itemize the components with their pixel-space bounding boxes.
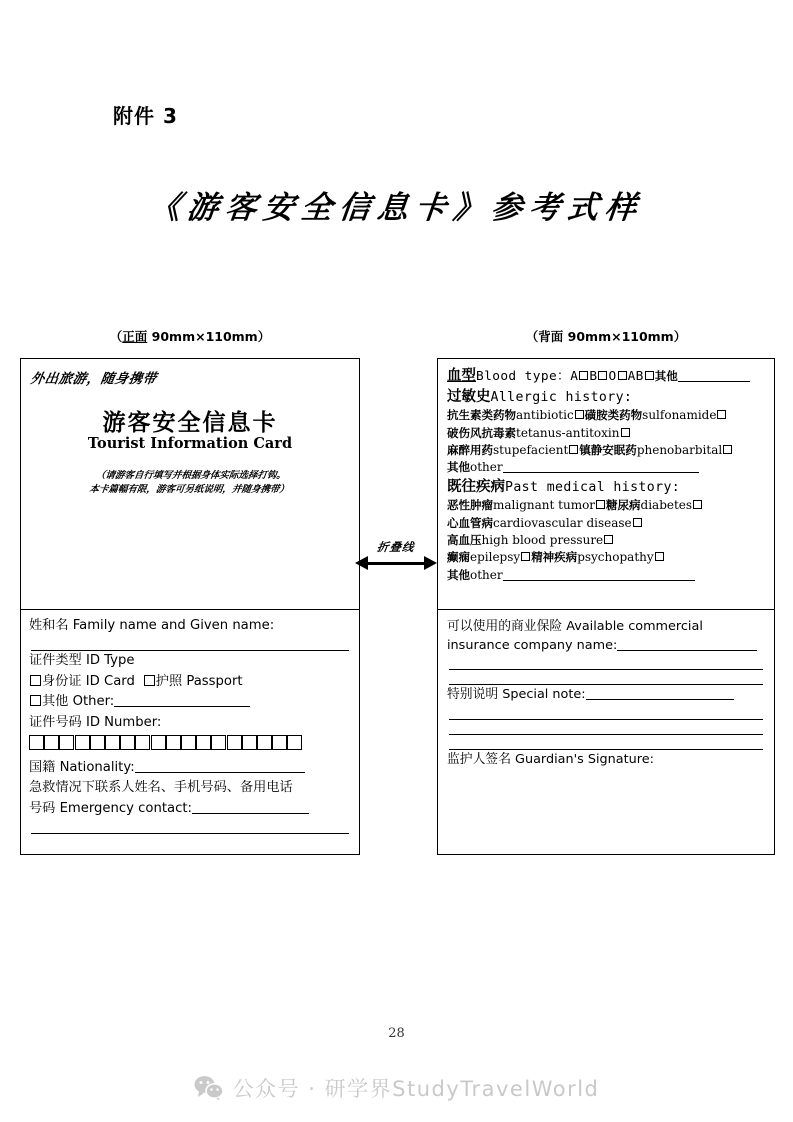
caption-prefix: （ <box>525 329 539 344</box>
disease-other-input[interactable] <box>503 568 695 581</box>
page-title: 《游客安全信息卡》参考式样 <box>147 190 646 226</box>
disease-other-label-cn: 其他 <box>447 567 470 582</box>
checkbox-id-card[interactable] <box>30 675 41 686</box>
front-card-caption <box>20 327 360 345</box>
diabetes-label-cn: 糖尿病 <box>606 498 641 513</box>
checkbox-sulfonamide[interactable] <box>717 410 726 419</box>
checkbox-epilepsy[interactable] <box>521 552 530 561</box>
id-number-box[interactable] <box>257 735 272 750</box>
stupefacient-label-en: stupefacient <box>493 442 569 457</box>
fold-double-arrow-icon <box>355 555 437 571</box>
checkbox-other-id-type[interactable] <box>30 695 41 706</box>
nationality-row <box>29 758 351 778</box>
disease-other-row <box>447 567 766 584</box>
allergy-row-2 <box>447 425 766 442</box>
blood-type-options[interactable] <box>570 369 655 383</box>
page-number: 28 <box>388 1026 405 1041</box>
id-number-box[interactable] <box>120 735 135 750</box>
allergy-other-label-cn: 其他 <box>447 460 470 475</box>
disease-row-3 <box>447 532 766 549</box>
disease-row-2 <box>447 515 766 532</box>
antibiotic-label-cn: 抗生素类药物 <box>447 408 516 423</box>
emergency-contact-label-line-1: 急救情况下联系人姓名、手机号码、备用电话 <box>29 780 293 796</box>
id-number-box[interactable] <box>59 735 74 750</box>
id-number-box[interactable] <box>44 735 59 750</box>
checkbox-tetanus-antitoxin[interactable] <box>621 428 630 437</box>
blood-type-row <box>447 366 766 387</box>
disease-row-1 <box>447 497 766 514</box>
fold-line-marker <box>355 538 437 571</box>
blood-type-other-label: 其他 <box>654 369 678 383</box>
other-id-type-input[interactable] <box>114 694 250 707</box>
name-field-label: 姓和名 Family name and Given name: <box>29 618 275 633</box>
name-field-input[interactable] <box>31 636 349 651</box>
id-number-label: 证件号码 ID Number: <box>29 714 162 730</box>
card-title-english: Tourist Information Card <box>87 435 293 452</box>
blood-type-other-input[interactable] <box>678 369 750 382</box>
blood-type-option-label: AB <box>627 369 644 384</box>
epilepsy-label-en: epilepsy <box>470 550 521 565</box>
card-title-chinese: 游客安全信息卡 <box>102 410 278 436</box>
nationality-label: 国籍 Nationality: <box>29 759 135 775</box>
blood-type-label-en: Blood type <box>476 369 558 384</box>
instruction-line-2: 本卡篇幅有限，游客可另纸说明，并随身携带） <box>88 483 290 495</box>
past-medical-history-heading <box>447 477 766 498</box>
back-card-insurance-section <box>438 610 774 773</box>
special-note-input-line-4[interactable] <box>449 735 763 750</box>
arrow-right-head-icon <box>424 556 437 570</box>
front-card-form-section <box>21 610 359 838</box>
checkbox-blood-type-a[interactable] <box>579 371 588 380</box>
checkbox-phenobarbital[interactable] <box>723 445 732 454</box>
caption-side-label: 正面 <box>122 329 148 344</box>
id-card-option-label: 身份证 ID Card <box>42 673 135 689</box>
attachment-label: 附件 3 <box>113 104 178 128</box>
id-number-box[interactable] <box>166 735 181 750</box>
id-number-box[interactable] <box>151 735 166 750</box>
allergy-row-3 <box>447 442 766 459</box>
front-card <box>20 358 360 855</box>
special-note-input[interactable] <box>586 687 734 700</box>
tetanus-label-en: tetanus-antitoxin <box>516 425 620 440</box>
front-card-header-section <box>21 359 359 610</box>
id-number-box[interactable] <box>287 735 302 750</box>
stupefacient-label-cn: 麻醉用药 <box>447 442 493 457</box>
malignant-tumor-label-en: malignant tumor <box>493 498 596 513</box>
id-number-box[interactable] <box>181 735 196 750</box>
id-number-box[interactable] <box>272 735 287 750</box>
checkbox-high-blood-pressure[interactable] <box>604 535 613 544</box>
special-note-row <box>447 685 765 704</box>
allergy-row-1 <box>447 407 766 424</box>
checkbox-blood-type-b[interactable] <box>598 371 607 380</box>
phenobarbital-label-cn: 镇静安眠药 <box>579 442 637 457</box>
card-instruction-note <box>37 469 342 497</box>
checkbox-malignant-tumor[interactable] <box>596 500 605 509</box>
cardiovascular-label-cn: 心血管病 <box>447 515 493 530</box>
emergency-contact-input[interactable] <box>192 801 309 814</box>
psychopathy-label-cn: 精神疾病 <box>531 550 578 565</box>
guardian-signature-row <box>447 750 765 769</box>
diabetes-label-en: diabetes <box>640 498 693 513</box>
watermark-text: 公众号 · 研学界StudyTravelWorld <box>232 1077 600 1101</box>
special-note-input-line-3[interactable] <box>449 720 763 735</box>
id-number-box[interactable] <box>135 735 150 750</box>
id-type-other-row <box>29 692 351 712</box>
caption-prefix: （ <box>109 329 123 344</box>
sulfonamide-label-en: sulfonamide <box>642 408 717 423</box>
emergency-contact-label-line-2: 号码 Emergency contact: <box>29 799 351 819</box>
antibiotic-label-en: antibiotic <box>516 408 574 423</box>
nationality-input[interactable] <box>135 760 305 773</box>
fold-line-label: 折叠线 <box>376 540 416 554</box>
id-type-options-row <box>29 672 351 692</box>
passport-option-label: 护照 Passport <box>155 673 243 689</box>
special-note-input-line-2[interactable] <box>449 705 763 720</box>
insurance-label-line-2: insurance company name: <box>447 636 765 655</box>
disease-other-label-en: other <box>470 567 503 582</box>
allergy-other-input[interactable] <box>503 460 699 473</box>
id-number-box[interactable] <box>227 735 242 750</box>
id-number-box[interactable] <box>75 735 90 750</box>
sulfonamide-label-cn: 磺胺类药物 <box>584 408 643 423</box>
watermark <box>0 1073 793 1103</box>
blood-type-label-cn: 血型 <box>447 368 476 384</box>
checkbox-antibiotic[interactable] <box>575 410 584 419</box>
caption-side-label: 背面 <box>538 329 564 344</box>
special-note-label: 特别说明 Special note: <box>447 687 586 703</box>
past-medical-heading-cn: 既往疾病 <box>447 478 505 495</box>
insurance-input[interactable] <box>617 638 757 651</box>
checkbox-blood-type-ab[interactable] <box>645 371 654 380</box>
checkbox-stupefacient[interactable] <box>569 445 578 454</box>
wechat-icon <box>194 1075 224 1101</box>
id-number-box[interactable] <box>211 735 226 750</box>
caption-size-label: 90mm×110mm） <box>147 329 271 344</box>
insurance-input-line-2[interactable] <box>449 655 763 670</box>
checkbox-cardiovascular-disease[interactable] <box>633 518 642 527</box>
id-type-label: 证件类型 ID Type <box>29 653 135 669</box>
allergic-heading-cn: 过敏史 <box>447 388 491 405</box>
checkbox-passport[interactable] <box>144 675 155 686</box>
guardian-signature-label: 监护人签名 Guardian's Signature: <box>447 751 654 767</box>
cardiovascular-label-en: cardiovascular disease <box>493 515 632 530</box>
instruction-line-1: （请游客自行填写并根据身体实际选择打钩。 <box>95 470 287 481</box>
psychopathy-label-en: psychopathy <box>577 550 654 565</box>
back-card-caption <box>437 327 775 345</box>
emergency-contact-input-line-2[interactable] <box>31 819 349 834</box>
high-blood-pressure-label-cn: 高血压 <box>447 533 482 548</box>
allergy-other-label-en: other <box>470 460 503 475</box>
id-number-boxes[interactable] <box>29 735 351 755</box>
blood-type-option-label: B <box>589 369 598 384</box>
arrow-shaft <box>365 562 427 565</box>
allergy-other-row <box>447 459 766 476</box>
past-medical-heading-en: Past medical history: <box>505 479 681 495</box>
id-number-box[interactable] <box>90 735 105 750</box>
disease-row-4 <box>447 549 766 566</box>
insurance-label-line-1: 可以使用的商业保险 Available commercial <box>447 619 703 634</box>
id-number-box[interactable] <box>196 735 211 750</box>
tetanus-label-cn: 破伤风抗毒素 <box>447 425 516 440</box>
id-number-box[interactable] <box>242 735 257 750</box>
malignant-tumor-label-cn: 恶性肿瘤 <box>447 498 493 513</box>
allergic-heading-en: Allergic history: <box>490 389 633 405</box>
insurance-input-line-3[interactable] <box>449 670 763 685</box>
other-id-type-label: 其他 Other: <box>42 694 115 710</box>
blood-type-option-label: O <box>608 369 617 384</box>
blood-type-option-label: A <box>570 369 579 384</box>
checkbox-blood-type-o[interactable] <box>618 371 627 380</box>
epilepsy-label-cn: 癫痫 <box>447 550 470 565</box>
allergic-history-heading <box>447 387 766 408</box>
back-card-medical-section <box>438 359 774 610</box>
carry-note-text: 外出旅游，随身携带 <box>29 371 158 387</box>
phenobarbital-label-en: phenobarbital <box>636 442 723 457</box>
checkbox-psychopathy[interactable] <box>655 552 664 561</box>
blood-type-separator: ： <box>557 369 571 384</box>
back-card <box>437 358 775 855</box>
id-number-box[interactable] <box>105 735 120 750</box>
id-number-box[interactable] <box>29 735 44 750</box>
checkbox-diabetes[interactable] <box>693 500 702 509</box>
high-blood-pressure-label-en: high blood pressure <box>481 533 604 548</box>
caption-size-label: 90mm×110mm） <box>563 329 687 344</box>
